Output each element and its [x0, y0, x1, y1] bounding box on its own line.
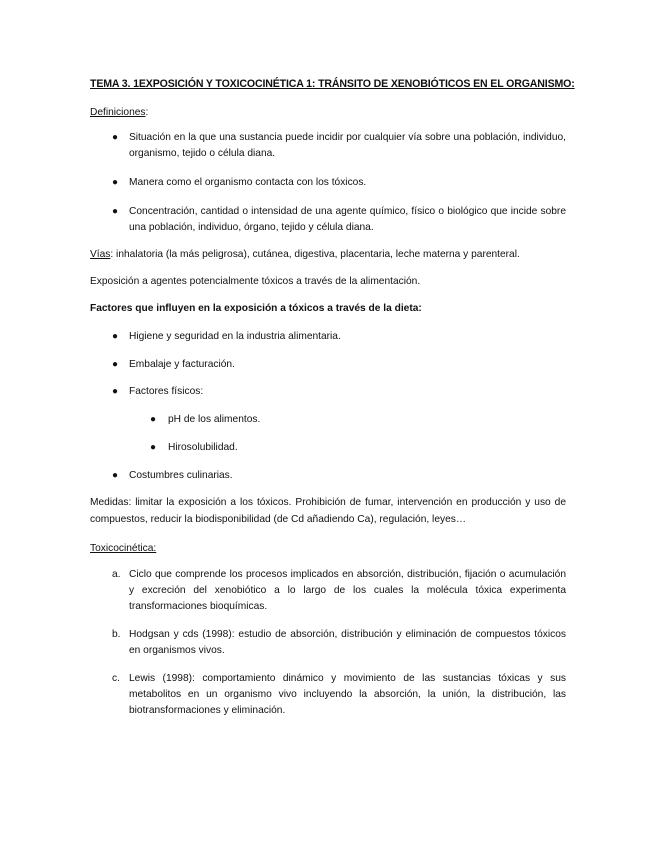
list-marker: b. [112, 629, 121, 640]
bullet-dot-icon: ● [112, 331, 119, 342]
bullet-dot-icon: ● [112, 132, 119, 143]
definiciones-heading: Definiciones [90, 107, 146, 118]
list-item: Embalaje y facturación. [129, 359, 235, 370]
vias-paragraph [90, 246, 566, 263]
bullet-dot-icon: ● [112, 359, 119, 370]
list-item: Ciclo que comprende los procesos implicados en absorción, distribución, fijación o acumulación y excreción del xenobiótico a lo largo de los cuales la molécula tóxica experimenta transformaciones bioquímicas. [129, 569, 566, 612]
bullet-dot-icon: ● [112, 206, 119, 217]
sub-list-item: pH de los alimentos. [168, 414, 261, 425]
list-item: Manera como el organismo contacta con los tóxicos. [129, 177, 367, 188]
bullet-dot-icon: ● [112, 177, 119, 188]
list-item: Situación en la que una sustancia puede incidir por cualquier vía sobre una población, individuo, organismo, tejido o célula diana. [129, 132, 566, 159]
vias-label: Vías [90, 249, 111, 260]
list-item: Lewis (1998): comportamiento dinámico y movimiento de las sustancias tóxicas y sus metabolitos en un organismo vivo incluyendo la absorción, la unión, la distribución, las biotransformaciones y eliminación. [129, 673, 566, 716]
list-item: Factores físicos: [129, 386, 204, 397]
medidas-paragraph: Medidas: limitar la exposición a los tóxicos. Prohibición de fumar, intervención en producción y uso de compuestos, reducir la biodisponibilidad (de Cd añadiendo Ca), regulación, leyes… [90, 497, 566, 525]
toxicocinetica-heading: Toxicocinética: [90, 543, 157, 554]
definiciones-heading-line [90, 104, 566, 121]
sub-list-item: Hirosolubilidad. [168, 442, 238, 453]
factores-heading: Factores que influyen en la exposición a tóxicos a través de la dieta: [90, 303, 422, 314]
vias-text: : inhalatoria (la más peligrosa), cutánea, digestiva, placentaria, leche materna y parenteral. [110, 249, 520, 260]
list-marker: c. [112, 673, 120, 684]
bullet-dot-icon: ● [150, 442, 157, 453]
list-item: Hodgsan y cds (1998): estudio de absorción, distribución y eliminación de compuestos tóxicos en organismos vivos. [129, 629, 566, 656]
definiciones-colon: : [145, 107, 149, 118]
list-item: Costumbres culinarias. [129, 470, 233, 481]
list-item: Higiene y seguridad en la industria alimentaria. [129, 331, 341, 342]
bullet-dot-icon: ● [150, 414, 157, 425]
list-item: Concentración, cantidad o intensidad de una agente químico, físico o biológico que incide sobre una población, individuo, órgano, tejido y célula diana. [129, 206, 566, 233]
page-title: TEMA 3. 1EXPOSICIÓN Y TOXICOCINÉTICA 1: TRÁNSITO DE XENOBIÓTICOS EN EL ORGANISMO: [90, 78, 575, 90]
list-marker: a. [112, 569, 121, 580]
exposicion-paragraph: Exposición a agentes potencialmente tóxicos a través de la alimentación. [90, 276, 421, 287]
bullet-dot-icon: ● [112, 470, 119, 481]
bullet-dot-icon: ● [112, 386, 119, 397]
